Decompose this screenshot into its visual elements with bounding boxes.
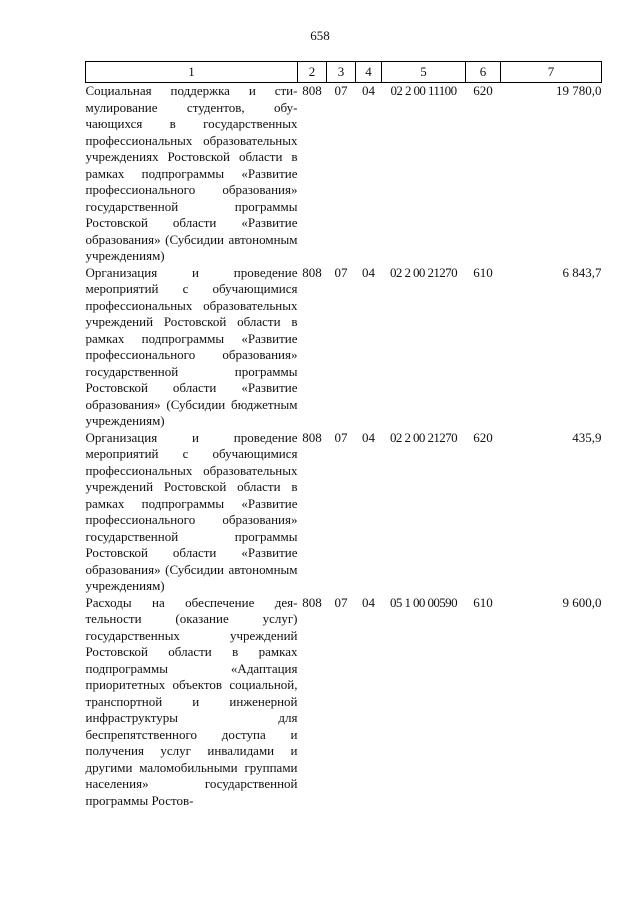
row-ministry-code: 808 bbox=[302, 83, 322, 98]
row-target-article: 02 2 00 11100 bbox=[390, 83, 457, 98]
row-section-code: 07 bbox=[334, 264, 348, 280]
row-section-code: 07 bbox=[334, 83, 348, 98]
row-amount: 19 780,0 bbox=[556, 83, 602, 98]
header-col-3: 3 bbox=[327, 62, 356, 83]
header-col-1: 1 bbox=[86, 62, 298, 83]
row-expense-type: 620 bbox=[473, 83, 493, 98]
row-expense-type: 620 bbox=[473, 429, 493, 445]
header-col-7: 7 bbox=[501, 62, 602, 83]
header-row bbox=[86, 62, 602, 83]
row-subsection-code: 04 bbox=[362, 264, 375, 280]
row-description: Организация и проведение мероприятий с обучающимися профессиональных образовательных учреждений Ростовской области в рамках подпрограммы «Развитие профессионального образования» государственной программы Ростовской области «Развитие образования» (Субсидии бюджетным учреждениям) bbox=[85, 264, 298, 428]
row-subsection-code: 04 bbox=[362, 429, 375, 445]
row-amount: 9 600,0 bbox=[562, 594, 602, 610]
row-description: Расходы на обеспечение деятельности (оказание услуг) государственных учреждений Ростовской области в рамках подпрограммы «Адаптация приоритетных объектов социальной, транспортной и инженерной инфраструктуры для беспрепятственного доступа и получения услуг инвалидами и другими маломобильными группами населения» государственной программы Ростов- bbox=[85, 594, 298, 808]
header-col-5: 5 bbox=[382, 62, 466, 83]
row-ministry-code: 808 bbox=[302, 429, 322, 445]
table-row bbox=[86, 265, 602, 430]
header-col-6: 6 bbox=[466, 62, 501, 83]
row-description: Организация и проведение мероприятий с обучающимися профессиональных образовательных учреждений Ростовской области в рамках подпрограммы «Развитие профессионального образования» государственной программы Ростовской области «Развитие образования» (Субсидии автономным учреждениям) bbox=[85, 429, 298, 593]
table-body bbox=[86, 83, 602, 810]
row-ministry-code: 808 bbox=[302, 594, 322, 610]
row-ministry-code: 808 bbox=[302, 264, 322, 280]
page-number: 658 bbox=[310, 28, 330, 43]
table-row bbox=[86, 430, 602, 595]
row-target-article: 02 2 00 21270 bbox=[390, 429, 457, 445]
table-row bbox=[86, 595, 602, 810]
row-section-code: 07 bbox=[334, 594, 348, 610]
row-subsection-code: 04 bbox=[362, 83, 375, 98]
row-amount: 6 843,7 bbox=[562, 264, 602, 280]
row-expense-type: 610 bbox=[473, 264, 493, 280]
row-expense-type: 610 bbox=[473, 594, 493, 610]
row-target-article: 05 1 00 00590 bbox=[390, 594, 457, 610]
header-col-4: 4 bbox=[356, 62, 382, 83]
header-col-2: 2 bbox=[298, 62, 327, 83]
row-subsection-code: 04 bbox=[362, 594, 375, 610]
row-section-code: 07 bbox=[334, 429, 348, 445]
table-row bbox=[86, 83, 602, 265]
budget-table bbox=[85, 61, 602, 809]
table-header bbox=[86, 62, 602, 83]
row-amount: 435,9 bbox=[572, 429, 602, 445]
row-description: Социальная поддержка и стимулирование студентов, обучающихся в государственных профессиональных образовательных учреждениях Ростовской области в рамках подпрограммы «Развитие профессионального образования» государственной программы Ростовской области «Развитие образования» (Субсидии автономным учреждениям) bbox=[85, 83, 298, 263]
row-target-article: 02 2 00 21270 bbox=[390, 264, 457, 280]
